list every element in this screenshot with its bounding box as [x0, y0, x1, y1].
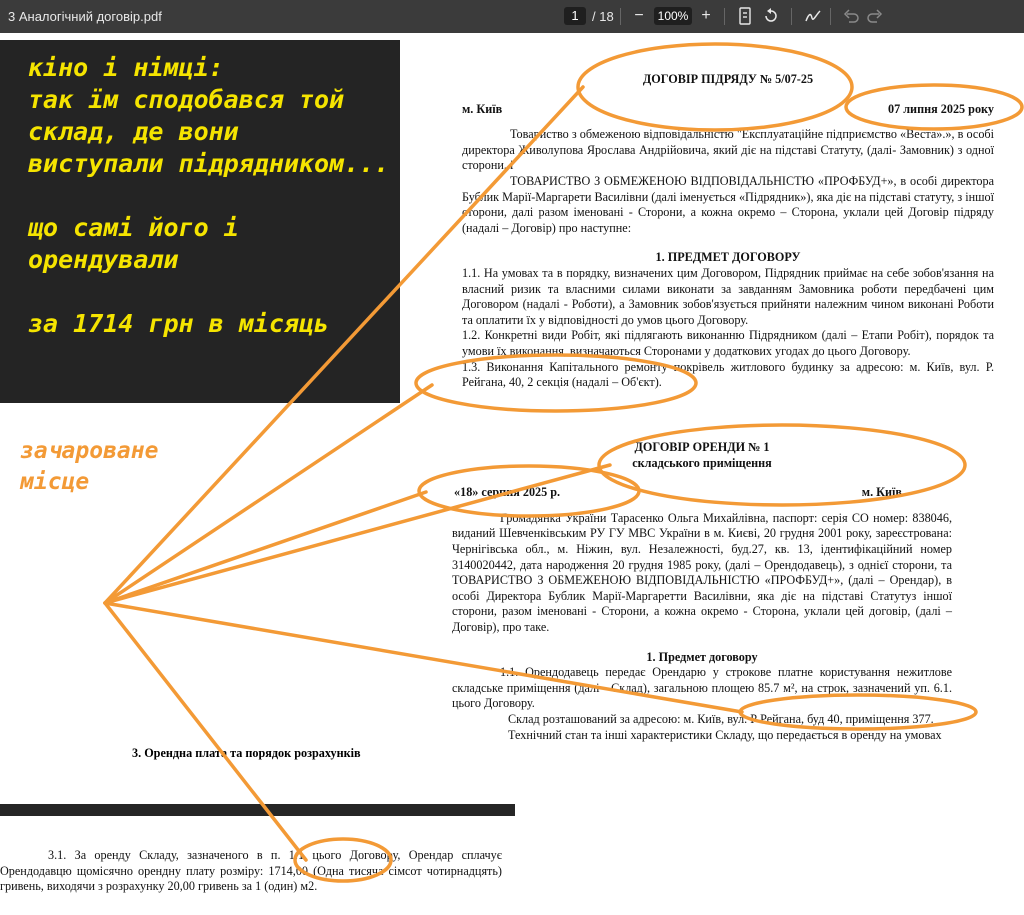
contract-paragraph: ТОВАРИСТВО З ОБМЕЖЕНОЮ ВІДПОВІДАЛЬНІСТЮ «ПРОФБУД+», в особі директора Бублик Марії-Маргарети Василівни (далі іменується «Підрядник»), яка діє на підставі статуту, з іншої сторони, далі разом іменовані - Сторони, а кожна окремо – Сторона, уклали цей Договір підряду (надалі – Договір) про наступне:	[462, 173, 994, 235]
lease-subtitle: складського приміщення	[632, 455, 772, 470]
contract-date: 07 липня 2025 року	[887, 101, 994, 116]
annotation-pointer-line	[105, 603, 306, 860]
page-total: / 18	[592, 9, 614, 24]
undo-icon[interactable]	[840, 5, 862, 27]
lease-title: ДОГОВІР ОРЕНДИ № 1	[634, 440, 770, 454]
contract-title: ДОГОВІР ПІДРЯДУ № 5/07-25	[642, 72, 814, 86]
meme-line	[28, 276, 389, 308]
annotation-label	[20, 436, 158, 498]
contract-city: м. Київ	[462, 101, 503, 116]
zoom-level[interactable]: 100%	[654, 7, 692, 25]
contract-section-title: 1. ПРЕДМЕТ ДОГОВОРУ	[655, 250, 801, 265]
toolbar-divider	[830, 8, 831, 25]
meme-line: що самі його і	[28, 213, 239, 242]
lease-clause: Склад розташований за адресою: м. Київ, вул. Р Рейгана, буд 40, приміщення 377.	[508, 711, 934, 726]
lease-section-title: 1. Предмет договору	[646, 649, 758, 664]
lease-document	[452, 440, 952, 743]
contract-paragraph: Товариство з обмеженою відповідальністю "Експлуатаційне підприємство «Веста».», в особі директора Живолупова Ярослава Андрійовича, який діє на підставі Статуту, (далі- Замовник) з одної сторони, і	[462, 127, 994, 173]
contract-document	[462, 72, 994, 391]
lease-clause: 1.1. Орендодавець передає Орендарю у строкове платне користування нежитлове складське приміщення (далі - Склад), загальною площею 85.7 м², на строк, зазначений уп. 6.1. цього Договору.	[452, 665, 952, 711]
annotation-label-line: зачароване	[20, 438, 159, 464]
lease-section-title: 3. Орендна плата та порядок розрахунків	[132, 746, 361, 760]
toolbar-divider	[620, 8, 621, 25]
file-title: 3 Аналогічний договір.pdf	[8, 9, 162, 24]
meme-line: орендували	[28, 245, 179, 274]
contract-clause: 1.1. На умовах та в порядку, визначених цим Договором, Підрядник приймає на себе зобов'язання на власний ризик та власними силами виконати за завданням Замовника роботи передбачені цим Договором (надалі - Роботи), а Замовник зобов'язується прийняти належним чином виконані Роботи та оплатити їх у відповідності до умов цього Договору.	[462, 265, 994, 327]
lease-paragraph: Громадянка України Тарасенко Ольга Михайлівна, паспорт: серія СО номер: 838046, виданий Шевченківським РУ ГУ МВС України в м. Києві, 20 грудня 2001 року, зареєстрована: Чернігівська обл., м. Ніжин, вул. Незалежності, буд.27, кв. 13, ідентифікаційний номер 3140020442, дата народження 20 грудня 1985 року, (далі – Орендодавець), з однієї сторони, та ТОВАРИСТВО З ОБМЕЖЕНОЮ ВІДПОВІДАЛЬНІСТЮ «ПРОФБУД+», (далі – Орендар), в особі Директора Бублик Марії-Маргаретти Василівни, яка діє на підставі Статутуз іншої сторони, разом іменовані - Сторони, а кожна окремо - Сторона, уклали цей договір, (далі – Договір), про таке.	[452, 510, 952, 634]
lease-header-row	[452, 485, 952, 501]
fit-page-icon[interactable]	[734, 5, 756, 27]
annotation-pointer-line	[105, 492, 426, 603]
lease-clause: 3.1. За оренду Складу, зазначеного в п. 1.1 цього Договору, Орендар сплачує Орендодавцю щомісячно орендну плату розміру: 1714,00 (Одна тисяча сімсот чотирнадцять) гривень, виходячи з розрахунку 20,00 гривень за 1 (один) м2.	[0, 848, 502, 894]
meme-line: виступали підрядником...	[28, 149, 390, 178]
lease-clause: Технічний стан та інші характеристики Складу, що передається в оренду на умовах	[508, 727, 942, 742]
draw-icon[interactable]	[802, 5, 824, 27]
contract-clause: 1.3. Виконання Капітального ремонту покрівель житлового будинку за адресою: м. Київ, вул. Р. Рейгана, 40, 2 секція (надалі – Об'єкт).	[462, 359, 994, 390]
meme-line: кіно і німці:	[28, 53, 224, 82]
contract-header-row	[462, 102, 994, 118]
meme-line	[28, 180, 389, 212]
lease-city: м. Київ	[861, 485, 902, 500]
annotation-label-line: місце	[20, 469, 90, 495]
page-number-input[interactable]: 1	[564, 7, 586, 25]
toolbar-divider	[791, 8, 792, 25]
meme-caption-text	[28, 52, 389, 340]
toolbar-divider	[724, 8, 725, 25]
lease-date: «18» серпня 2025 р.	[454, 485, 561, 500]
redo-icon[interactable]	[864, 5, 886, 27]
zoom-in-button[interactable]: +	[701, 7, 711, 24]
meme-line: склад, де вони	[28, 117, 239, 146]
pdf-toolbar	[0, 0, 1024, 33]
meme-line: за 1714 грн в місяць	[28, 309, 330, 338]
contract-clause: 1.2. Конкретні види Робіт, які підлягають виконанню Підрядником (далі – Етапи Робіт), порядок та умови їх виконання, визначаються Сторонами у додаткових угодах до цього Договору.	[462, 328, 994, 358]
zoom-out-button[interactable]: −	[634, 7, 644, 24]
page-divider	[0, 804, 515, 816]
rotate-icon[interactable]	[760, 5, 782, 27]
meme-line: так їм сподобався той	[28, 85, 345, 114]
